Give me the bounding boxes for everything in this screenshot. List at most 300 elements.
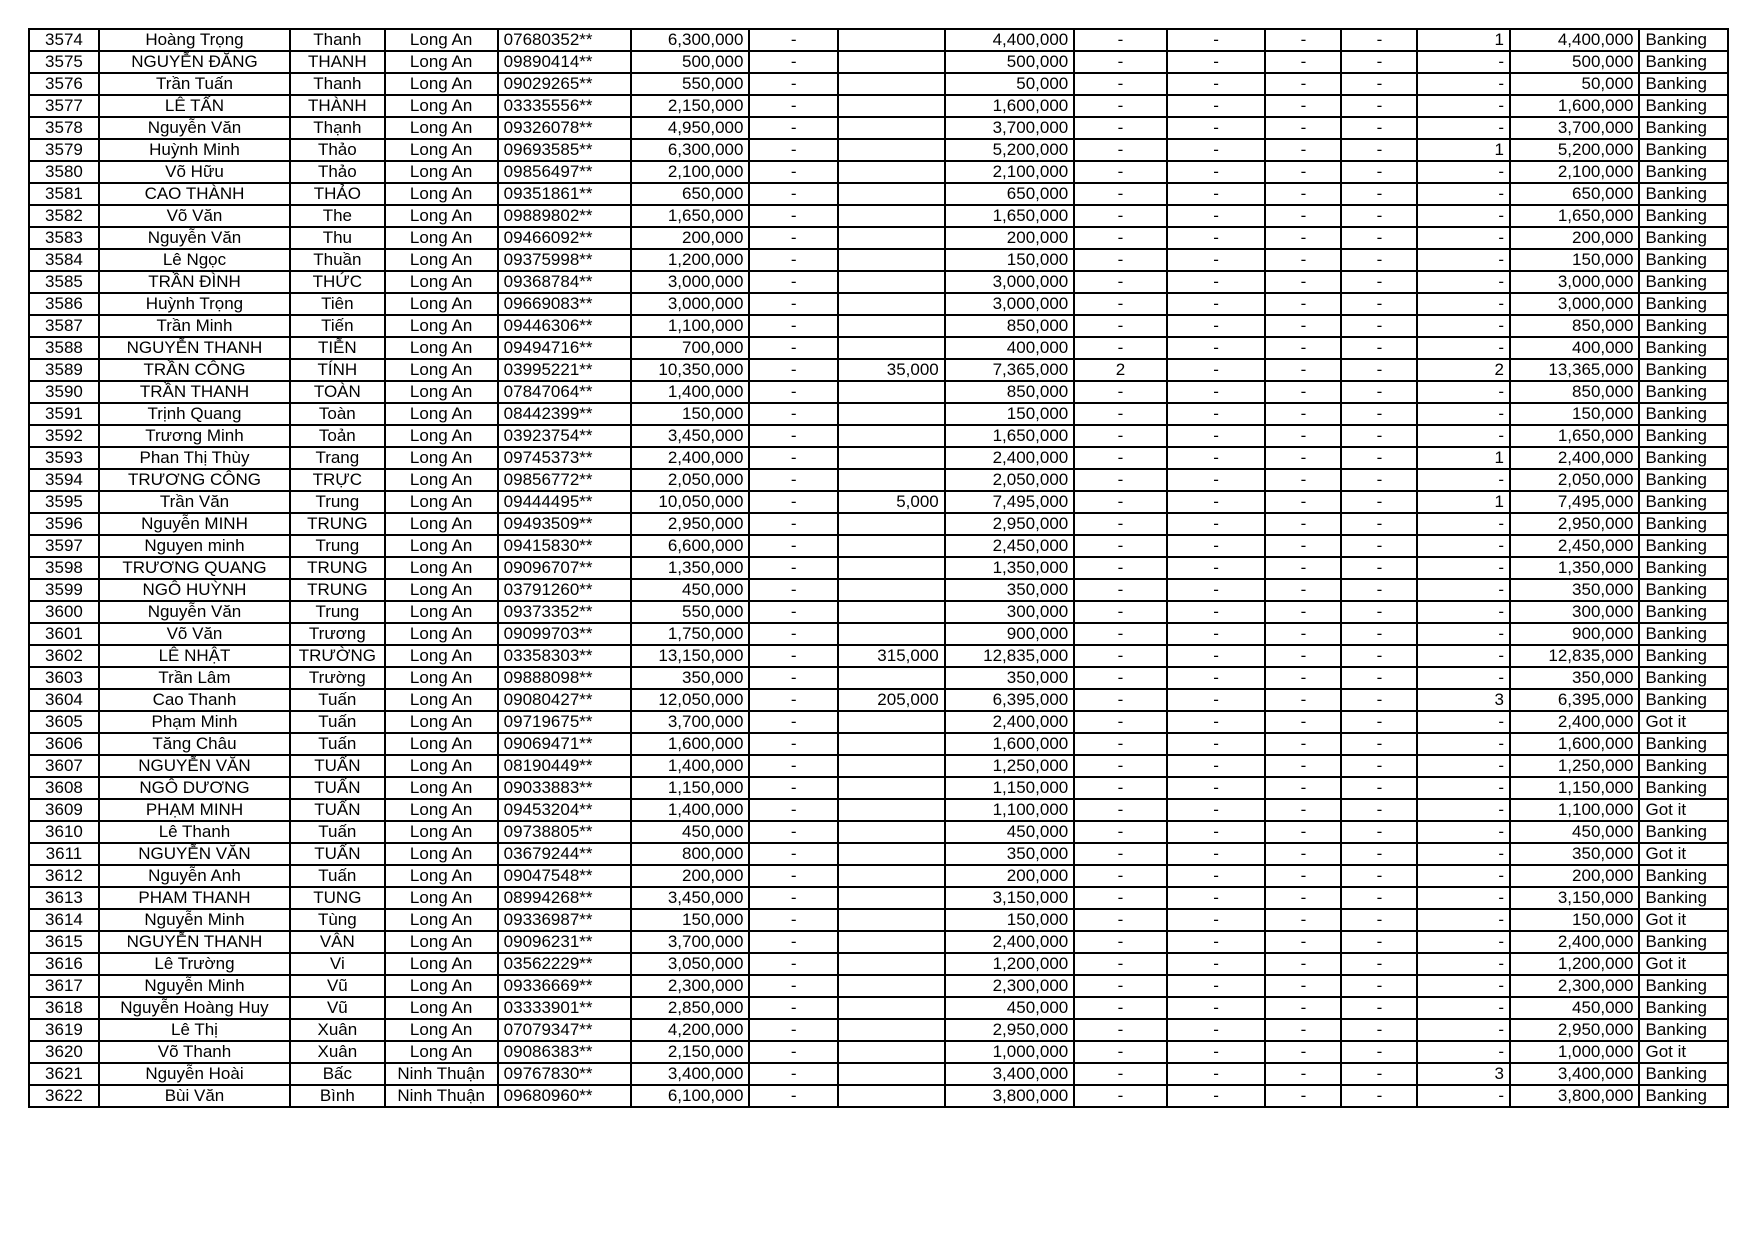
deduction-cell <box>838 513 945 535</box>
table-row <box>29 1019 1728 1041</box>
flag-cell-3: - <box>1265 469 1341 491</box>
dash-cell: - <box>749 689 837 711</box>
first-name-cell: The <box>290 205 385 227</box>
flag-cell-2: - <box>1167 513 1266 535</box>
table-row <box>29 271 1728 293</box>
deduction-cell <box>838 887 945 909</box>
count-cell: - <box>1417 645 1510 667</box>
table-row <box>29 161 1728 183</box>
deduction-cell <box>838 73 945 95</box>
table-row <box>29 315 1728 337</box>
flag-cell-2: - <box>1167 799 1266 821</box>
amount-cell: 700,000 <box>631 337 749 359</box>
total-cell: 200,000 <box>1510 227 1640 249</box>
count-cell: 1 <box>1417 139 1510 161</box>
first-name-cell: Thảo <box>290 139 385 161</box>
first-name-cell: VÂN <box>290 931 385 953</box>
payment-method-cell: Banking <box>1639 667 1728 689</box>
total-cell: 2,300,000 <box>1510 975 1640 997</box>
province-cell: Long An <box>385 293 498 315</box>
net-amount-cell: 1,650,000 <box>945 425 1075 447</box>
deduction-cell <box>838 843 945 865</box>
flag-cell-3: - <box>1265 733 1341 755</box>
flag-cell-1: - <box>1074 645 1167 667</box>
first-name-cell: TRUNG <box>290 579 385 601</box>
row-number: 3621 <box>29 1063 99 1085</box>
flag-cell-1: - <box>1074 271 1167 293</box>
flag-cell-3: - <box>1265 579 1341 601</box>
flag-cell-4: - <box>1341 73 1417 95</box>
amount-cell: 2,050,000 <box>631 469 749 491</box>
last-name-cell: NGUYỄN THANH <box>99 931 290 953</box>
total-cell: 1,250,000 <box>1510 755 1640 777</box>
flag-cell-1: - <box>1074 623 1167 645</box>
flag-cell-2: - <box>1167 843 1266 865</box>
flag-cell-1: - <box>1074 183 1167 205</box>
first-name-cell: Tuấn <box>290 711 385 733</box>
flag-cell-1: - <box>1074 513 1167 535</box>
flag-cell-4: - <box>1341 183 1417 205</box>
count-cell: 2 <box>1417 359 1510 381</box>
payment-method-cell: Banking <box>1639 777 1728 799</box>
last-name-cell: Võ Thanh <box>99 1041 290 1063</box>
row-number: 3612 <box>29 865 99 887</box>
net-amount-cell: 1,350,000 <box>945 557 1075 579</box>
flag-cell-3: - <box>1265 183 1341 205</box>
last-name-cell: Lê Thị <box>99 1019 290 1041</box>
amount-cell: 1,400,000 <box>631 381 749 403</box>
flag-cell-3: - <box>1265 249 1341 271</box>
table-row <box>29 821 1728 843</box>
province-cell: Long An <box>385 447 498 469</box>
payment-method-cell: Banking <box>1639 337 1728 359</box>
first-name-cell: THẢO <box>290 183 385 205</box>
flag-cell-4: - <box>1341 293 1417 315</box>
flag-cell-1: - <box>1074 997 1167 1019</box>
total-cell: 350,000 <box>1510 843 1640 865</box>
last-name-cell: Lê Trường <box>99 953 290 975</box>
first-name-cell: THANH <box>290 51 385 73</box>
phone-cell: 09336669** <box>498 975 632 997</box>
deduction-cell <box>838 535 945 557</box>
table-row <box>29 447 1728 469</box>
flag-cell-1: - <box>1074 931 1167 953</box>
deduction-cell <box>838 667 945 689</box>
province-cell: Long An <box>385 843 498 865</box>
flag-cell-3: - <box>1265 667 1341 689</box>
last-name-cell: NGÔ HUỲNH <box>99 579 290 601</box>
deduction-cell <box>838 315 945 337</box>
row-number: 3583 <box>29 227 99 249</box>
row-number: 3590 <box>29 381 99 403</box>
flag-cell-1: 2 <box>1074 359 1167 381</box>
province-cell: Long An <box>385 73 498 95</box>
flag-cell-2: - <box>1167 535 1266 557</box>
flag-cell-1: - <box>1074 667 1167 689</box>
count-cell: - <box>1417 667 1510 689</box>
count-cell: - <box>1417 623 1510 645</box>
payment-method-cell: Banking <box>1639 535 1728 557</box>
amount-cell: 1,200,000 <box>631 249 749 271</box>
province-cell: Long An <box>385 667 498 689</box>
row-number: 3604 <box>29 689 99 711</box>
table-row <box>29 843 1728 865</box>
count-cell: - <box>1417 403 1510 425</box>
count-cell: - <box>1417 865 1510 887</box>
flag-cell-4: - <box>1341 865 1417 887</box>
phone-cell: 07847064** <box>498 381 632 403</box>
flag-cell-1: - <box>1074 821 1167 843</box>
flag-cell-4: - <box>1341 645 1417 667</box>
flag-cell-3: - <box>1265 997 1341 1019</box>
dash-cell: - <box>749 117 837 139</box>
row-number: 3589 <box>29 359 99 381</box>
total-cell: 3,150,000 <box>1510 887 1640 909</box>
flag-cell-2: - <box>1167 447 1266 469</box>
flag-cell-3: - <box>1265 887 1341 909</box>
flag-cell-2: - <box>1167 315 1266 337</box>
table-row <box>29 777 1728 799</box>
flag-cell-1: - <box>1074 447 1167 469</box>
total-cell: 450,000 <box>1510 821 1640 843</box>
flag-cell-1: - <box>1074 711 1167 733</box>
row-number: 3614 <box>29 909 99 931</box>
table-row <box>29 667 1728 689</box>
phone-cell: 09336987** <box>498 909 632 931</box>
deduction-cell <box>838 139 945 161</box>
payment-method-cell: Got it <box>1639 909 1728 931</box>
phone-cell: 09693585** <box>498 139 632 161</box>
phone-cell: 09086383** <box>498 1041 632 1063</box>
row-number: 3618 <box>29 997 99 1019</box>
deduction-cell: 205,000 <box>838 689 945 711</box>
net-amount-cell: 2,950,000 <box>945 1019 1075 1041</box>
dash-cell: - <box>749 711 837 733</box>
province-cell: Long An <box>385 909 498 931</box>
amount-cell: 13,150,000 <box>631 645 749 667</box>
total-cell: 1,350,000 <box>1510 557 1640 579</box>
phone-cell: 09099703** <box>498 623 632 645</box>
total-cell: 2,100,000 <box>1510 161 1640 183</box>
table-row <box>29 579 1728 601</box>
total-cell: 6,395,000 <box>1510 689 1640 711</box>
flag-cell-2: - <box>1167 887 1266 909</box>
flag-cell-4: - <box>1341 909 1417 931</box>
flag-cell-2: - <box>1167 271 1266 293</box>
first-name-cell: THÀNH <box>290 95 385 117</box>
flag-cell-3: - <box>1265 931 1341 953</box>
flag-cell-1: - <box>1074 337 1167 359</box>
row-number: 3601 <box>29 623 99 645</box>
phone-cell: 09033883** <box>498 777 632 799</box>
amount-cell: 650,000 <box>631 183 749 205</box>
last-name-cell: Trần Lâm <box>99 667 290 689</box>
deduction-cell <box>838 249 945 271</box>
first-name-cell: Xuân <box>290 1041 385 1063</box>
total-cell: 850,000 <box>1510 381 1640 403</box>
table-row <box>29 139 1728 161</box>
payment-method-cell: Banking <box>1639 29 1728 51</box>
table-row <box>29 117 1728 139</box>
amount-cell: 10,050,000 <box>631 491 749 513</box>
amount-cell: 4,950,000 <box>631 117 749 139</box>
table-row <box>29 733 1728 755</box>
net-amount-cell: 2,950,000 <box>945 513 1075 535</box>
count-cell: - <box>1417 1019 1510 1041</box>
flag-cell-4: - <box>1341 249 1417 271</box>
province-cell: Long An <box>385 799 498 821</box>
phone-cell: 09856497** <box>498 161 632 183</box>
flag-cell-1: - <box>1074 403 1167 425</box>
flag-cell-1: - <box>1074 733 1167 755</box>
total-cell: 2,950,000 <box>1510 513 1640 535</box>
last-name-cell: NGUYỄN VĂN <box>99 843 290 865</box>
flag-cell-1: - <box>1074 1041 1167 1063</box>
deduction-cell <box>838 1085 945 1107</box>
dash-cell: - <box>749 645 837 667</box>
payment-method-cell: Banking <box>1639 997 1728 1019</box>
first-name-cell: Trung <box>290 491 385 513</box>
amount-cell: 1,650,000 <box>631 205 749 227</box>
first-name-cell: Xuân <box>290 1019 385 1041</box>
amount-cell: 550,000 <box>631 73 749 95</box>
province-cell: Long An <box>385 821 498 843</box>
province-cell: Long An <box>385 183 498 205</box>
row-number: 3575 <box>29 51 99 73</box>
payment-method-cell: Got it <box>1639 843 1728 865</box>
row-number: 3598 <box>29 557 99 579</box>
first-name-cell: Tùng <box>290 909 385 931</box>
amount-cell: 4,200,000 <box>631 1019 749 1041</box>
deduction-cell <box>838 469 945 491</box>
flag-cell-3: - <box>1265 843 1341 865</box>
payment-method-cell: Banking <box>1639 161 1728 183</box>
flag-cell-3: - <box>1265 535 1341 557</box>
payment-method-cell: Banking <box>1639 645 1728 667</box>
total-cell: 2,400,000 <box>1510 711 1640 733</box>
count-cell: - <box>1417 799 1510 821</box>
net-amount-cell: 5,200,000 <box>945 139 1075 161</box>
amount-cell: 2,300,000 <box>631 975 749 997</box>
net-amount-cell: 200,000 <box>945 227 1075 249</box>
phone-cell: 09890414** <box>498 51 632 73</box>
flag-cell-2: - <box>1167 491 1266 513</box>
phone-cell: 09415830** <box>498 535 632 557</box>
province-cell: Long An <box>385 359 498 381</box>
flag-cell-4: - <box>1341 1085 1417 1107</box>
first-name-cell: TUẤN <box>290 755 385 777</box>
deduction-cell <box>838 161 945 183</box>
count-cell: 3 <box>1417 689 1510 711</box>
flag-cell-1: - <box>1074 799 1167 821</box>
table-row <box>29 557 1728 579</box>
first-name-cell: TUNG <box>290 887 385 909</box>
total-cell: 12,835,000 <box>1510 645 1640 667</box>
first-name-cell: Thanh <box>290 73 385 95</box>
count-cell: 1 <box>1417 491 1510 513</box>
table-row <box>29 73 1728 95</box>
net-amount-cell: 2,100,000 <box>945 161 1075 183</box>
flag-cell-2: - <box>1167 1085 1266 1107</box>
last-name-cell: Nguyễn Văn <box>99 601 290 623</box>
flag-cell-1: - <box>1074 95 1167 117</box>
row-number: 3576 <box>29 73 99 95</box>
last-name-cell: Nguyễn Minh <box>99 975 290 997</box>
flag-cell-1: - <box>1074 1019 1167 1041</box>
amount-cell: 2,100,000 <box>631 161 749 183</box>
first-name-cell: TRƯỜNG <box>290 645 385 667</box>
phone-cell: 09375998** <box>498 249 632 271</box>
payment-method-cell: Banking <box>1639 447 1728 469</box>
last-name-cell: Nguyễn MINH <box>99 513 290 535</box>
net-amount-cell: 500,000 <box>945 51 1075 73</box>
payment-method-cell: Banking <box>1639 975 1728 997</box>
province-cell: Long An <box>385 711 498 733</box>
table-row <box>29 337 1728 359</box>
total-cell: 2,400,000 <box>1510 931 1640 953</box>
deduction-cell <box>838 293 945 315</box>
amount-cell: 800,000 <box>631 843 749 865</box>
last-name-cell: Huỳnh Minh <box>99 139 290 161</box>
province-cell: Long An <box>385 601 498 623</box>
flag-cell-4: - <box>1341 557 1417 579</box>
first-name-cell: TRỰC <box>290 469 385 491</box>
amount-cell: 6,100,000 <box>631 1085 749 1107</box>
table-row <box>29 909 1728 931</box>
dash-cell: - <box>749 183 837 205</box>
phone-cell: 08994268** <box>498 887 632 909</box>
province-cell: Long An <box>385 975 498 997</box>
payment-method-cell: Banking <box>1639 73 1728 95</box>
count-cell: - <box>1417 821 1510 843</box>
province-cell: Long An <box>385 887 498 909</box>
last-name-cell: Nguyễn Minh <box>99 909 290 931</box>
payment-method-cell: Banking <box>1639 601 1728 623</box>
flag-cell-4: - <box>1341 95 1417 117</box>
dash-cell: - <box>749 1019 837 1041</box>
phone-cell: 09494716** <box>498 337 632 359</box>
table-row <box>29 1041 1728 1063</box>
flag-cell-2: - <box>1167 645 1266 667</box>
row-number: 3592 <box>29 425 99 447</box>
total-cell: 1,000,000 <box>1510 1041 1640 1063</box>
flag-cell-3: - <box>1265 1085 1341 1107</box>
total-cell: 900,000 <box>1510 623 1640 645</box>
amount-cell: 3,450,000 <box>631 887 749 909</box>
ledger-body <box>29 29 1728 1107</box>
amount-cell: 3,400,000 <box>631 1063 749 1085</box>
net-amount-cell: 300,000 <box>945 601 1075 623</box>
count-cell: - <box>1417 579 1510 601</box>
deduction-cell <box>838 1019 945 1041</box>
first-name-cell: Toàn <box>290 403 385 425</box>
province-cell: Long An <box>385 755 498 777</box>
phone-cell: 09373352** <box>498 601 632 623</box>
total-cell: 200,000 <box>1510 865 1640 887</box>
province-cell: Long An <box>385 931 498 953</box>
flag-cell-2: - <box>1167 381 1266 403</box>
payment-method-cell: Banking <box>1639 271 1728 293</box>
total-cell: 3,400,000 <box>1510 1063 1640 1085</box>
flag-cell-1: - <box>1074 601 1167 623</box>
deduction-cell <box>838 117 945 139</box>
table-row <box>29 887 1728 909</box>
payment-method-cell: Banking <box>1639 403 1728 425</box>
deduction-cell <box>838 51 945 73</box>
amount-cell: 1,100,000 <box>631 315 749 337</box>
flag-cell-4: - <box>1341 315 1417 337</box>
flag-cell-4: - <box>1341 139 1417 161</box>
payment-method-cell: Banking <box>1639 139 1728 161</box>
flag-cell-2: - <box>1167 117 1266 139</box>
phone-cell: 03562229** <box>498 953 632 975</box>
flag-cell-1: - <box>1074 315 1167 337</box>
table-row <box>29 535 1728 557</box>
phone-cell: 08442399** <box>498 403 632 425</box>
last-name-cell: Phan Thị Thùy <box>99 447 290 469</box>
province-cell: Long An <box>385 623 498 645</box>
last-name-cell: Phạm Minh <box>99 711 290 733</box>
first-name-cell: Tuấn <box>290 821 385 843</box>
row-number: 3582 <box>29 205 99 227</box>
flag-cell-2: - <box>1167 183 1266 205</box>
table-row <box>29 95 1728 117</box>
phone-cell: 09493509** <box>498 513 632 535</box>
flag-cell-3: - <box>1265 337 1341 359</box>
province-cell: Long An <box>385 337 498 359</box>
net-amount-cell: 350,000 <box>945 843 1075 865</box>
flag-cell-2: - <box>1167 227 1266 249</box>
row-number: 3600 <box>29 601 99 623</box>
amount-cell: 3,000,000 <box>631 293 749 315</box>
flag-cell-2: - <box>1167 931 1266 953</box>
amount-cell: 150,000 <box>631 909 749 931</box>
dash-cell: - <box>749 623 837 645</box>
deduction-cell <box>838 711 945 733</box>
total-cell: 450,000 <box>1510 997 1640 1019</box>
flag-cell-4: - <box>1341 1019 1417 1041</box>
province-cell: Long An <box>385 557 498 579</box>
total-cell: 50,000 <box>1510 73 1640 95</box>
flag-cell-2: - <box>1167 359 1266 381</box>
flag-cell-2: - <box>1167 425 1266 447</box>
payment-method-cell: Got it <box>1639 1041 1728 1063</box>
row-number: 3613 <box>29 887 99 909</box>
table-row <box>29 249 1728 271</box>
flag-cell-4: - <box>1341 51 1417 73</box>
flag-cell-2: - <box>1167 733 1266 755</box>
row-number: 3594 <box>29 469 99 491</box>
deduction-cell <box>838 931 945 953</box>
total-cell: 3,000,000 <box>1510 271 1640 293</box>
flag-cell-3: - <box>1265 381 1341 403</box>
last-name-cell: TRƯƠNG CÔNG <box>99 469 290 491</box>
dash-cell: - <box>749 315 837 337</box>
count-cell: - <box>1417 425 1510 447</box>
count-cell: - <box>1417 205 1510 227</box>
last-name-cell: CAO THÀNH <box>99 183 290 205</box>
amount-cell: 3,050,000 <box>631 953 749 975</box>
flag-cell-2: - <box>1167 1041 1266 1063</box>
province-cell: Long An <box>385 513 498 535</box>
total-cell: 4,400,000 <box>1510 29 1640 51</box>
deduction-cell <box>838 601 945 623</box>
row-number: 3610 <box>29 821 99 843</box>
payment-method-cell: Banking <box>1639 425 1728 447</box>
flag-cell-3: - <box>1265 953 1341 975</box>
amount-cell: 450,000 <box>631 821 749 843</box>
row-number: 3586 <box>29 293 99 315</box>
